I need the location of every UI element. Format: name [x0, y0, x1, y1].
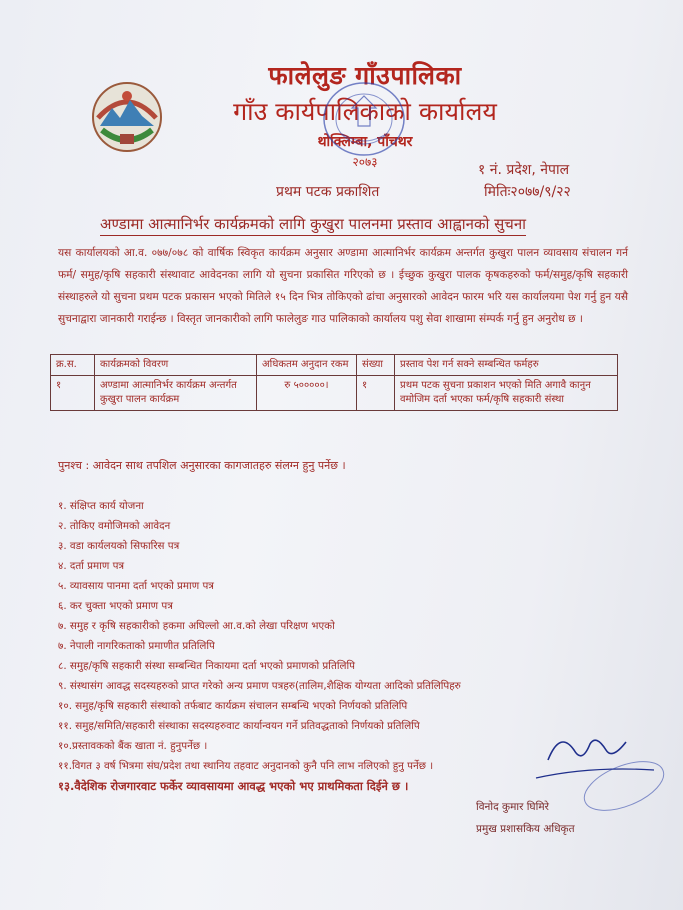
table-header: कार्यक्रमको विवरण — [95, 355, 257, 376]
table-cell: प्रथम पटक सुचना प्रकाशन भएको मिति अगावै कानुन वमोजिम दर्ता भएका फर्म/कृषि सहकारी संस्था — [395, 376, 618, 411]
list-item: १. संक्षिप्त कार्य योजना — [58, 500, 144, 512]
table-header: प्रस्ताव पेश गर्न सक्ने सम्बन्धित फर्महरु — [395, 355, 618, 376]
signatory-title: प्रमुख प्रशासकिय अधिकृत — [476, 823, 575, 835]
list-item: ७. समुह र कृषि सहकारीको हकमा अघिल्लो आ.व.को लेखा परिक्षण भएको — [58, 620, 335, 632]
first-published-label: प्रथम पटक प्रकाशित — [276, 184, 380, 200]
established-year: २०७३ — [352, 155, 378, 169]
province-label: १ नं. प्रदेश, नेपाल — [478, 162, 570, 178]
notice-body: यस कार्यालयको आ.व. ०७७/०७८ को वार्षिक स्विकृत कार्यक्रम अनुसार अण्डामा आत्मानिर्भर कार्यक्रम अन्तर्गत कुखुरा पालन व्यावसाय संचालन गर्न फर्म/ समुह/कृषि सहकारी संस्थावाट आवेदनका लागि यो सुचना प्रकासित गरिएको छ । ईच्छुक कुखुरा पालक कृषकहरुको फर्म/समुह/कृषि सहकारी संस्थाहरुले यो सुचना प्रथम पटक प्रकासन भएको मितिले १५ दिन भित्र तोकिएको ढांचा अनुसारको आवेदन फारम भरि यस कार्यालयमा पेश गर्नु हुन यसै सुचनाद्वारा जानकारी गराईन्छ । विस्तृत जानकारीको लागि फालेलुङ गाउ पालिकाको कार्यालय पशु सेवा शाखामा संम्पर्क गर्नु हुन अनुरोध छ । — [58, 247, 628, 325]
office-name: गाँउ कार्यपालिकाको कार्यालय — [233, 97, 497, 126]
list-item: ९. संस्थासंग आवद्ध सदस्यहरुको प्राप्त गरेको अन्य प्रमाण पत्रहरु(तालिम,शैक्षिक योग्यता आदिको प्रतिलिपिहरु — [58, 680, 461, 692]
table-cell: १ — [357, 376, 395, 411]
list-item: ६. कर चुक्ता भएको प्रमाण पत्र — [58, 600, 173, 612]
table-header: क्र.स. — [51, 355, 95, 376]
list-item: १३.वैदेशिक रोजगारवाट फर्केर व्यावसायमा आवद्ध भएको भए प्राथमिकता दिईने छ । — [58, 779, 409, 793]
postscript-note: पुनश्च : आवेदन साथ तपशिल अनुसारका कागजातहरु संलग्न हुनु पर्नेछ । — [58, 459, 346, 472]
list-item: ३. वडा कार्यलयको सिफारिस पत्र — [58, 540, 180, 552]
document-checklist — [58, 496, 578, 796]
table-cell: अण्डामा आत्मानिर्भर कार्यक्रम अन्तर्गत कुखुरा पालन कार्यक्रम — [95, 376, 257, 411]
table-cell: १ — [51, 376, 95, 411]
program-table — [50, 354, 618, 411]
list-item: ५. व्यावसाय पानमा दर्ता भएको प्रमाण पत्र — [58, 580, 214, 592]
list-item: १०. समुह/कृषि सहकारी संस्थाको तर्फबाट कार्यक्रम संचालन सम्बन्धि भएको निर्णयको प्रतिलिपि — [58, 700, 408, 712]
list-item: ८. समुह/कृषि सहकारी संस्था सम्बन्धित निकायमा दर्ता भएको प्रमाणको प्रतिलिपि — [58, 660, 355, 672]
signature-stamp-icon — [530, 720, 670, 820]
list-item: ११.विगत ३ वर्ष भित्रमा संघ/प्रदेश तथा स्थानिय तहवाट अनुदानको कुनै पनि लाभ नलिएको हुनु पर्नेछ । — [58, 760, 434, 772]
table-header-row — [51, 355, 618, 376]
list-item: १०.प्रस्तावकको बैंक खाता नं. हुनुपर्नेछ । — [58, 740, 208, 752]
list-item: २. तोकिए वमोजिमको आवेदन — [58, 520, 171, 532]
table-header: अधिकतम अनुदान रकम — [257, 355, 357, 376]
notice-date: मितिः२०७७/९/२२ — [484, 184, 571, 200]
list-item: ४. दर्ता प्रमाण पत्र — [58, 560, 125, 572]
list-item: ७. नेपाली नागरिकताको प्रमाणीत प्रतिलिपि — [58, 640, 215, 652]
office-address: थोक्लिम्बा, पाँचथर — [317, 134, 413, 150]
table-header: संख्या — [357, 355, 395, 376]
municipality-name: फालेलुङ गाँउपालिका — [268, 61, 462, 90]
list-item: ११. समुह/समिति/सहकारी संस्थाका सदस्यहरुवाट कार्यान्वयन गर्ने प्रतिवद्धताको निर्णयको प्रतिलिपि — [58, 720, 420, 732]
table-row — [51, 376, 618, 411]
notice-subject: अण्डामा आत्मानिर्भर कार्यक्रमको लागि कुखुरा पालनमा प्रस्ताव आह्वानको सुचना — [100, 214, 526, 236]
signatory-name: विनोद कुमार घिमिरे — [476, 801, 549, 813]
office-stamp-icon — [318, 78, 410, 160]
table-cell: रु ५०००००। — [257, 376, 357, 411]
